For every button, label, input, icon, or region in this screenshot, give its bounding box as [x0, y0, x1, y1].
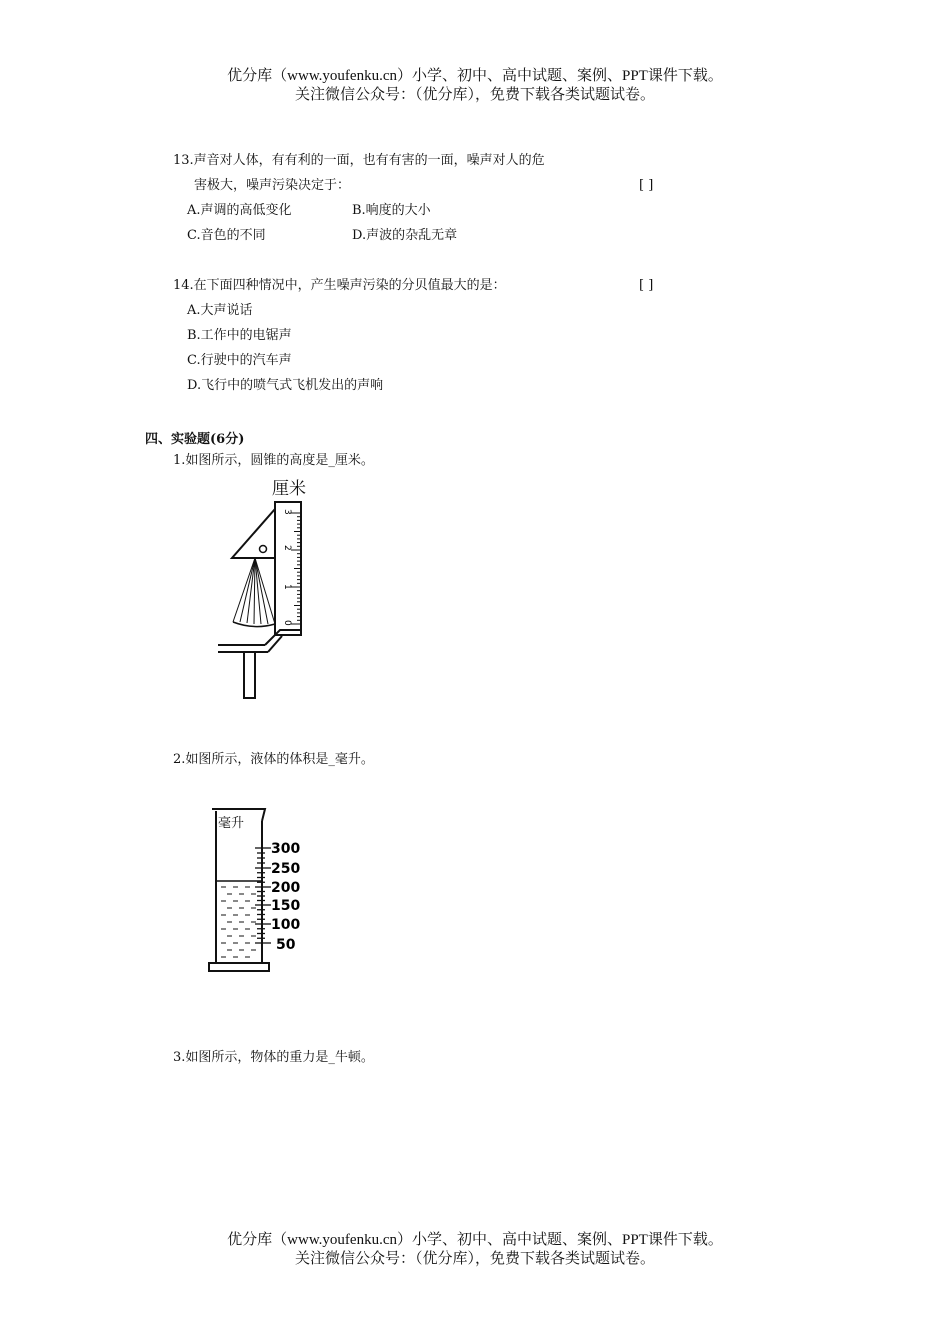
experiment-item-1: 1.如图所示，圆锥的高度是_厘米。	[173, 453, 374, 468]
set-square-hole	[260, 546, 267, 553]
q13-option-d: D.声波的杂乱无章	[352, 228, 458, 243]
section-4-title: 四、实验题(6分)	[145, 432, 245, 447]
q13-stem-line-1: 13.声音对人体，有有利的一面，也有有害的一面，噪声对人的危	[173, 153, 545, 168]
q13-answer-bracket: [ ]	[639, 178, 654, 193]
q14-option-c: C.行驶中的汽车声	[187, 353, 292, 368]
scale-label-150: 150	[271, 898, 301, 914]
cone	[233, 558, 275, 627]
cylinder-unit-label: 毫升	[218, 816, 245, 831]
ruler-tick-label-1: 1	[282, 584, 292, 590]
ruler-tick-label-3: 3	[282, 509, 292, 515]
table	[218, 630, 301, 698]
ruler-unit-label: 厘米	[272, 479, 306, 499]
cylinder-base	[209, 963, 269, 971]
q14-option-b: B.工作中的电锯声	[187, 328, 292, 343]
measuring-cylinder-figure	[205, 805, 315, 977]
scale-label-100: 100	[271, 917, 301, 933]
q14-answer-bracket: [ ]	[639, 278, 654, 293]
scale-label-300: 300	[271, 841, 301, 857]
q14-option-a: A.大声说话	[187, 303, 253, 318]
q13-option-c: C.音色的不同	[187, 228, 266, 243]
scale-label-200: 200	[271, 880, 301, 896]
ruler-tick-label-2: 2	[282, 545, 292, 551]
footer-line-2: 关注微信公众号：（优分库），免费下载各类试题试卷。	[294, 1251, 655, 1267]
scale-label-250: 250	[271, 861, 301, 877]
header-line-2: 关注微信公众号：（优分库），免费下载各类试题试卷。	[294, 87, 655, 103]
q14-stem: 14.在下面四种情况中，产生噪声污染的分贝值最大的是：	[173, 278, 506, 293]
scale-label-50: 50	[276, 937, 296, 953]
header-line-1: 优分库（www.youfenku.cn）小学、初中、高中试题、案例、PPT课件下载。	[227, 68, 723, 84]
set-square	[232, 509, 275, 558]
q13-stem-line-2: 害极大，噪声污染决定于：	[194, 178, 351, 193]
cone-ruler-figure	[210, 472, 320, 704]
experiment-item-2: 2.如图所示，液体的体积是_毫升。	[173, 752, 374, 767]
ruler-tick-label-0: 0	[282, 620, 292, 626]
footer-line-1: 优分库（www.youfenku.cn）小学、初中、高中试题、案例、PPT课件下载。	[227, 1232, 723, 1248]
experiment-item-3: 3.如图所示，物体的重力是_牛顿。	[173, 1050, 374, 1065]
q13-option-b: B.响度的大小	[352, 203, 431, 218]
q14-option-d: D.飞行中的喷气式飞机发出的声响	[187, 378, 384, 393]
q13-option-a: A.声调的高低变化	[187, 203, 292, 218]
